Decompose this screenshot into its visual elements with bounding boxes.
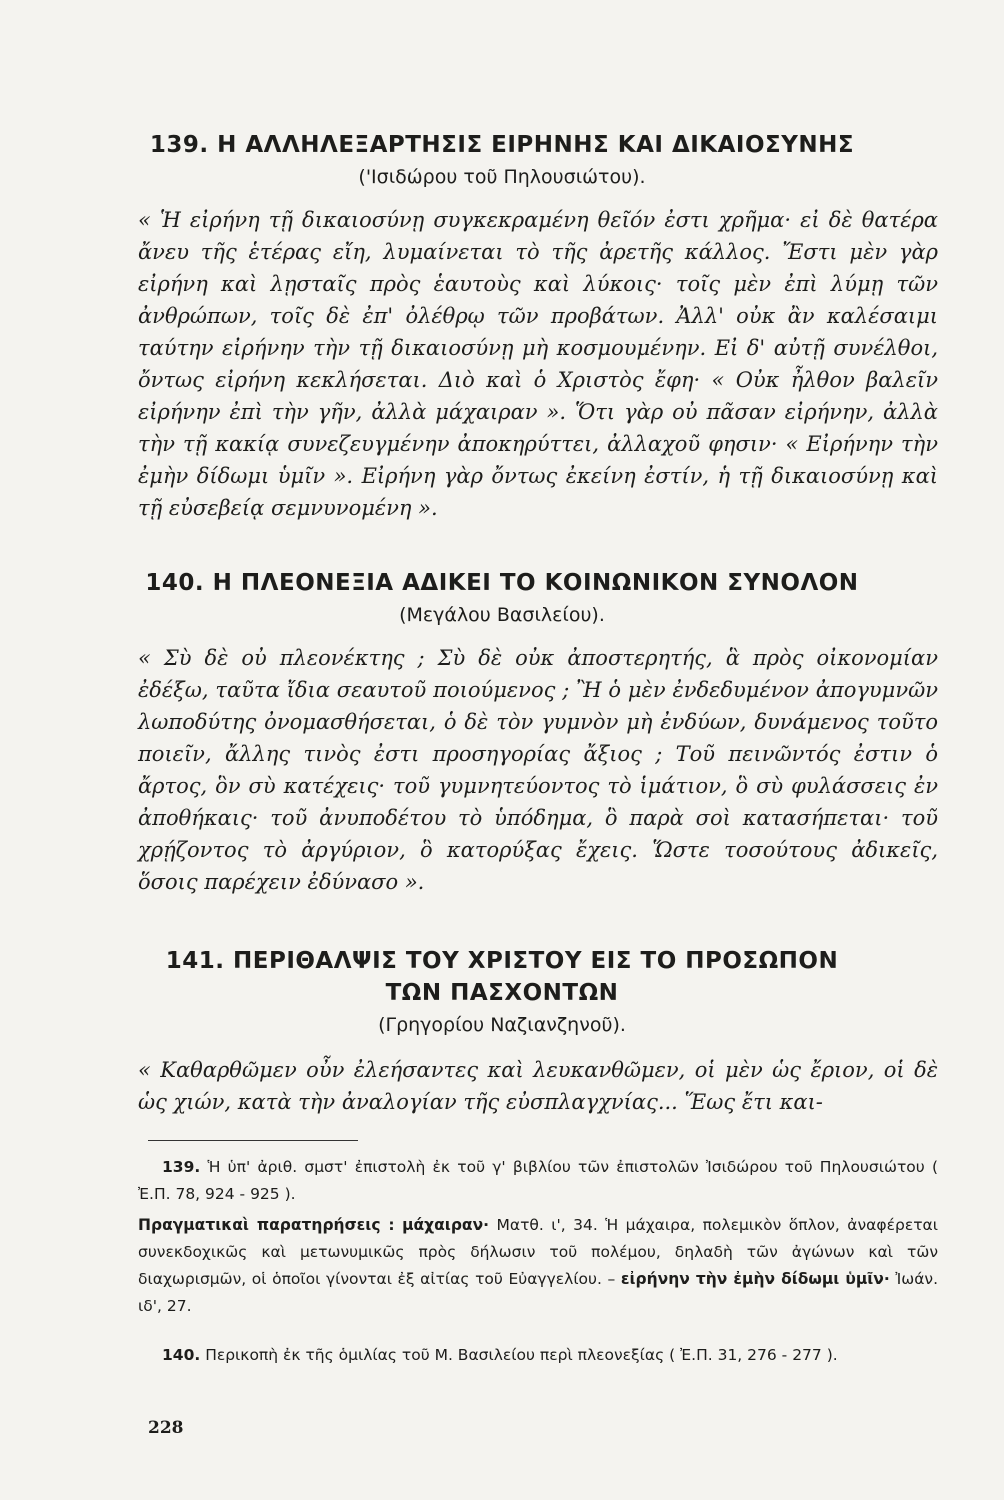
section-141-heading-line2: ΤΩΝ ΠΑΣΧΟΝΤΩΝ — [385, 980, 619, 1006]
footnote-139-source: Ἡ ὑπ' ἀριθ. σμστ' ἐπιστολὴ ἐκ τοῦ γ' βιβλίου τῶν ἐπιστολῶν Ἰσιδώρου τοῦ Πηλουσιώτου ( Ἐ.Π. 78, 924 - 925 ). — [138, 1158, 938, 1203]
section-140-heading: 140. Η ΠΛΕΟΝΕΞΙΑ ΑΔΙΚΕΙ ΤΟ ΚΟΙΝΩΝΙΚΟΝ ΣΥΝΟΛΟΝ — [145, 570, 859, 596]
footnote-divider — [148, 1140, 358, 1141]
footnote-139 — [138, 1154, 938, 1208]
footnote-139-number: 139. — [162, 1158, 201, 1176]
section-140-source: (Μεγάλου Βασιλείου). — [399, 604, 605, 626]
footnote-140-number: 140. — [162, 1346, 201, 1364]
footnote-139-remarks — [138, 1212, 938, 1320]
section-141-heading: 141. ΠΕΡΙΘΑΛΨΙΣ ΤΟΥ ΧΡΙΣΤΟΥ ΕΙΣ ΤΟ ΠΡΟΣΩΠΟΝ — [165, 948, 839, 974]
page-number: 228 — [148, 1418, 184, 1438]
footnote-remarks-text: Ματθ. ι', 34. Ἡ μάχαιρα, πολεμικὸν ὅπλον, ἀναφέρεται συνεκδοχικῶς καὶ μετωνυμικῶς πρὸς δήλωσιν τοῦ πολέμου, δηλαδὴ τῶν ἀγώνων καὶ τῶν διαχωρισμῶν, οἱ ὁποῖοι γίνονται ἐξ αἰτίας τοῦ Εὐαγγελίου. – — [138, 1216, 938, 1288]
section-139-text: « Ἡ εἰρήνη τῇ δικαιοσύνῃ συγκεκραμένη θεῖόν ἐστι χρῆμα· εἰ δὲ θατέρα ἄνευ τῆς ἑτέρας εἴη, λυμαίνεται τὸ τῆς ἀρετῆς κάλλος. Ἔστι μὲν γὰρ εἰρήνη καὶ λῃσταῖς πρὸς ἑαυτοὺς καὶ λύκοις· τοῖς μὲν ἐπὶ λύμῃ τῶν ἀνθρώπων, τοῖς δὲ ἐπ' ὀλέθρῳ τῶν προβάτων. Ἀλλ' οὐκ ἂν καλέσαιμι ταύτην εἰρήνην τὴν τῇ δικαιοσύνῃ μὴ κοσμουμένην. Εἰ δ' αὐτῇ συνέλθοι, ὄντως εἰρήνη κεκλήσεται. Διὸ καὶ ὁ Χριστὸς ἔφη· « Οὐκ ἦλθον βαλεῖν εἰρήνην ἐπὶ τὴν γῆν, ἀλλὰ μάχαιραν ». Ὅτι γὰρ οὐ πᾶσαν εἰρήνην, ἀλλὰ τὴν τῇ κακίᾳ συνεζευγμένην ἀποκηρύττει, ἀλλαχοῦ φησιν· « Εἰρήνην τὴν ἐμὴν δίδωμι ὑμῖν ». Εἰρήνη γὰρ ὄντως ἐκείνη ἐστίν, ἡ τῇ δικαιοσύνῃ καὶ τῇ εὐσεβείᾳ σεμνυνομένη ». — [138, 208, 938, 520]
footnote-term-machairan: μάχαιραν· — [402, 1216, 490, 1234]
footnote-140 — [138, 1342, 938, 1369]
section-139-source: ('Ισιδώρου τοῦ Πηλουσιώτου). — [358, 166, 646, 188]
footnote-term-eirinin: εἰρήνην τὴν ἐμὴν δίδωμι ὑμῖν· — [620, 1270, 890, 1288]
section-141-text: « Καθαρθῶμεν οὖν ἐλεήσαντες καὶ λευκανθῶμεν, οἱ μὲν ὡς ἔριον, οἱ δὲ ὡς χιών, κατὰ τὴν ἀναλογίαν τῆς εὐσπλαγχνίας... Ἕως ἔτι και- — [138, 1058, 938, 1114]
footnote-remarks-ref: Ἰωάν. ιδ', 27. — [138, 1270, 939, 1315]
footnote-remarks-label: Πραγματικαὶ παρατηρήσεις : — [138, 1216, 395, 1234]
section-139-heading: 139. Η ΑΛΛΗΛΕΞΑΡΤΗΣΙΣ ΕΙΡΗΝΗΣ ΚΑΙ ΔΙΚΑΙΟΣΥΝΗΣ — [149, 132, 855, 158]
footnote-140-text: Περικοπὴ ἐκ τῆς ὁμιλίας τοῦ Μ. Βασιλείου περὶ πλεονεξίας ( Ἐ.Π. 31, 276 - 277 ). — [205, 1346, 838, 1364]
section-140-text: « Σὺ δὲ οὐ πλεονέκτης ; Σὺ δὲ οὐκ ἀποστερητής, ἃ πρὸς οἰκονομίαν ἐδέξω, ταῦτα ἴδια σεαυτοῦ ποιούμενος ; Ἢ ὁ μὲν ἐνδεδυμένον ἀπογυμνῶν λωποδύτης ὀνομασθήσεται, ὁ δὲ τὸν γυμνὸν μὴ ἐνδύων, δυνάμενος τοῦτο ποιεῖν, ἄλλης τινὸς ἐστι προσηγορίας ἄξιος ; Τοῦ πεινῶντός ἐστιν ὁ ἄρτος, ὃν σὺ κατέχεις· τοῦ γυμνητεύοντος τὸ ἱμάτιον, ὃ σὺ φυλάσσεις ἐν ἀποθήκαις· τοῦ ἀνυποδέτου τὸ ὑπόδημα, ὃ παρὰ σοὶ κατασήπεται· τοῦ χρῄζοντος τὸ ἀργύριον, ὃ κατορύξας ἔχεις. Ὥστε τοσούτους ἀδικεῖς, ὅσοις παρέχειν ἐδύνασο ». — [138, 646, 938, 894]
section-141-source: (Γρηγορίου Ναζιανζηνοῦ). — [378, 1014, 626, 1036]
